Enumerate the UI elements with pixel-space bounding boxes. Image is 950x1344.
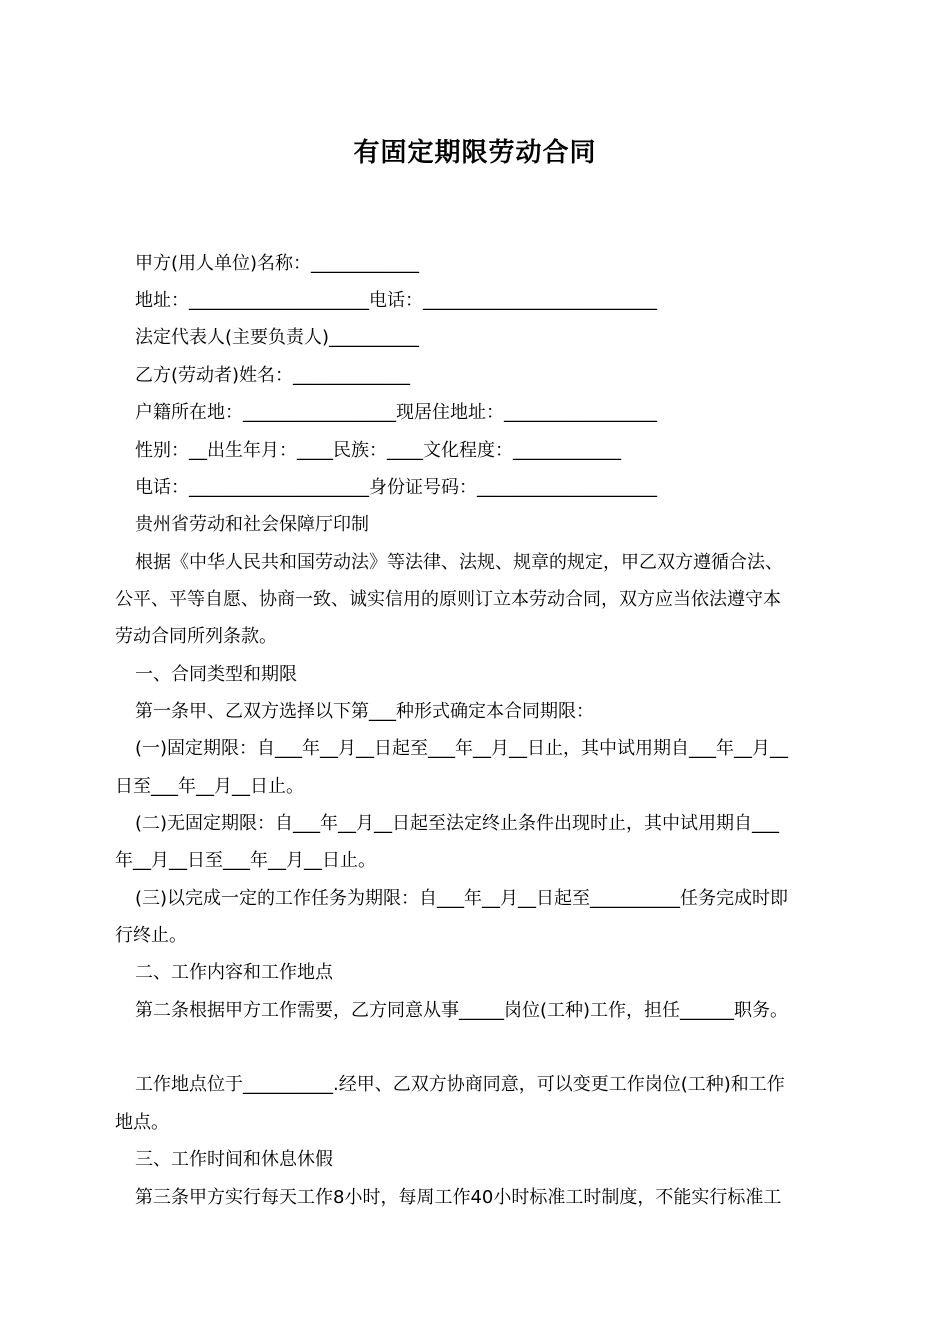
section-heading: 二、工作内容和工作地点: [135, 962, 333, 983]
legal-representative-line: 法定代表人(主要负责人)__________: [135, 327, 420, 348]
paragraph-line: 根据《中华人民共和国劳动法》等法律、法规、规章的规定，甲乙双方遵循合法、: [135, 552, 783, 573]
article-line: 日至___年__月__日止。: [115, 776, 304, 797]
article-line: 第三条甲方实行每天工作8小时，每周工作40小时标准工时制度，不能实行标准工: [135, 1187, 782, 1208]
article-line: (三)以完成一定的工作任务为期限：自___年__月__日起至__________任务完成时即: [135, 888, 789, 909]
section-heading: 一、合同类型和期限: [135, 664, 297, 685]
section-heading: 三、工作时间和休息休假: [135, 1149, 333, 1170]
paragraph-line: 劳动合同所列条款。: [115, 626, 277, 647]
paragraph-line: 公平、平等自愿、协商一致、诚实信用的原则订立本劳动合同，双方应当依法遵守本: [115, 589, 781, 610]
article-line: (二)无固定期限：自___年__月__日起至法定终止条件出现时止，其中试用期自___: [135, 813, 780, 834]
article-line: 工作地点位于__________.经甲、乙双方协商同意，可以变更工作岗位(工种)和工作: [135, 1074, 785, 1095]
article-line: 地点。: [115, 1112, 169, 1133]
article-line: 第二条根据甲方工作需要，乙方同意从事_____岗位(工种)工作，担任______职务。: [135, 1000, 789, 1021]
article-line: 第一条甲、乙双方选择以下第___种形式确定本合同期限：: [135, 701, 594, 722]
gender-birth-ethnicity-line: 性别：__出生年月：____民族：____文化程度：____________: [135, 440, 621, 461]
household-residence-line: 户籍所在地：_________________现居住地址：_________________: [135, 402, 657, 423]
article-line: 行终止。: [115, 925, 187, 946]
employer-address-phone-line: 地址：____________________电话：__________________________: [135, 290, 657, 311]
document-title: 有固定期限劳动合同: [353, 138, 597, 168]
employee-name-line: 乙方(劳动者)姓名：_____________: [135, 365, 411, 386]
issuer-line: 贵州省劳动和社会保障厅印制: [135, 514, 369, 535]
phone-id-line: 电话：____________________身份证号码：____________________: [135, 477, 657, 498]
article-line: 年__月__日至___年__月__日止。: [115, 850, 376, 871]
employer-name-line: 甲方(用人单位)名称：____________: [135, 253, 420, 274]
article-line: (一)固定期限：自___年__月__日起至___年__月__日止，其中试用期自___年__月__: [135, 738, 789, 759]
